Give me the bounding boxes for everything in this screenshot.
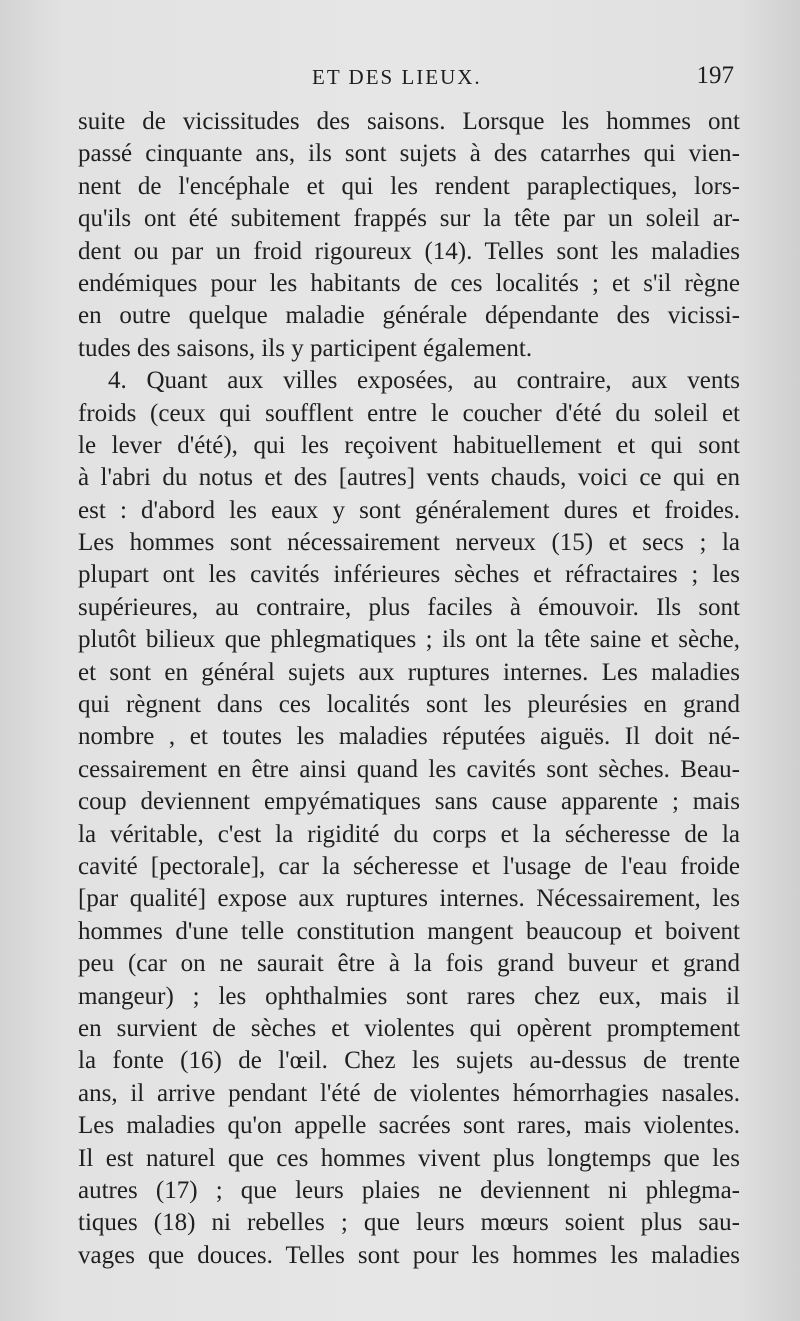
text-line-33: Il est naturel que ces hommes vivent plus longtemps que les [78, 1144, 740, 1172]
text-line-13: est : d'abord les eaux y sont généralement dures et froides. [78, 496, 740, 524]
text-line-27: peu (car on ne saurait être à la fois grand buveur et grand [78, 950, 740, 978]
text-line-21: cessairement en être ainsi quand les cavités sont sèches. Beau- [78, 755, 740, 783]
text-line-20: nombre , et toutes les maladies réputées aiguës. Il doit né- [78, 723, 740, 751]
text-line-35: tiques (18) ni rebelles ; que leurs mœurs soient plus sau- [78, 1209, 740, 1237]
text-line-10: froids (ceux qui soufflent entre le coucher d'été du soleil et [78, 399, 740, 427]
text-line-14: Les hommes sont nécessairement nerveux (15) et secs ; la [78, 529, 740, 557]
text-line-32: Les maladies qu'on appelle sacrées sont rares, mais violentes. [78, 1112, 740, 1140]
text-line-12: à l'abri du notus et des [autres] vents chauds, voici ce qui en [78, 464, 740, 492]
text-line-18: et sont en général sujets aux ruptures internes. Les maladies [78, 658, 740, 686]
text-line-7: en outre quelque maladie générale dépendante des vicissi- [78, 302, 740, 330]
text-line-17: plutôt bilieux que phlegmatiques ; ils ont la tête saine et sèche, [78, 626, 740, 654]
text-line-24: cavité [pectorale], car la sécheresse et l'usage de l'eau froide [78, 852, 740, 880]
text-line-30: la fonte (16) de l'œil. Chez les sujets au-dessus de trente [78, 1047, 740, 1075]
text-line-4: qu'ils ont été subitement frappés sur la tête par un soleil ar- [78, 205, 740, 233]
page-number: 197 [696, 62, 734, 89]
text-line-5: dent ou par un froid rigoureux (14). Telles sont les maladies [78, 237, 740, 265]
text-line-3: nent de l'encéphale et qui les rendent paraplectiques, lors- [78, 172, 740, 200]
page-header [78, 62, 734, 96]
text-line-22: coup deviennent empyématiques sans cause apparente ; mais [78, 788, 740, 816]
text-line-23: la véritable, c'est la rigidité du corps et la sécheresse de la [78, 820, 740, 848]
text-line-31: ans, il arrive pendant l'été de violentes hémorrhagies nasales. [78, 1079, 740, 1107]
text-line-1: suite de vicissitudes des saisons. Lorsque les hommes ont [78, 108, 740, 135]
text-line-6: endémiques pour les habitants de ces localités ; et s'il règne [78, 269, 740, 297]
text-line-15: plupart ont les cavités inférieures sèches et réfractaires ; les [78, 561, 740, 589]
text-line-9: 4. Quant aux villes exposées, au contraire, aux vents [108, 367, 740, 395]
text-line-19: qui règnent dans ces localités sont les pleurésies en grand [78, 691, 740, 719]
body-text [78, 106, 740, 1272]
text-line-29: en survient de sèches et violentes qui opèrent promptement [78, 1014, 740, 1042]
text-line-8: tudes des saisons, ils y participent également. [78, 334, 533, 362]
text-line-25: [par qualité] expose aux ruptures internes. Nécessairement, les [78, 885, 740, 913]
text-line-2: passé cinquante ans, ils sont sujets à des catarrhes qui vien- [78, 140, 740, 168]
text-line-34: autres (17) ; que leurs plaies ne deviennent ni phlegma- [78, 1176, 740, 1204]
text-line-28: mangeur) ; les ophthalmies sont rares chez eux, mais il [78, 982, 740, 1010]
running-title: ET DES LIEUX. [312, 65, 482, 89]
text-line-16: supérieures, au contraire, plus faciles à émouvoir. Ils sont [78, 593, 740, 621]
text-line-11: le lever d'été), qui les reçoivent habituellement et qui sont [78, 431, 740, 459]
text-line-26: hommes d'une telle constitution mangent beaucoup et boivent [78, 917, 740, 945]
text-line-36: vages que douces. Telles sont pour les hommes les maladies [78, 1241, 740, 1269]
